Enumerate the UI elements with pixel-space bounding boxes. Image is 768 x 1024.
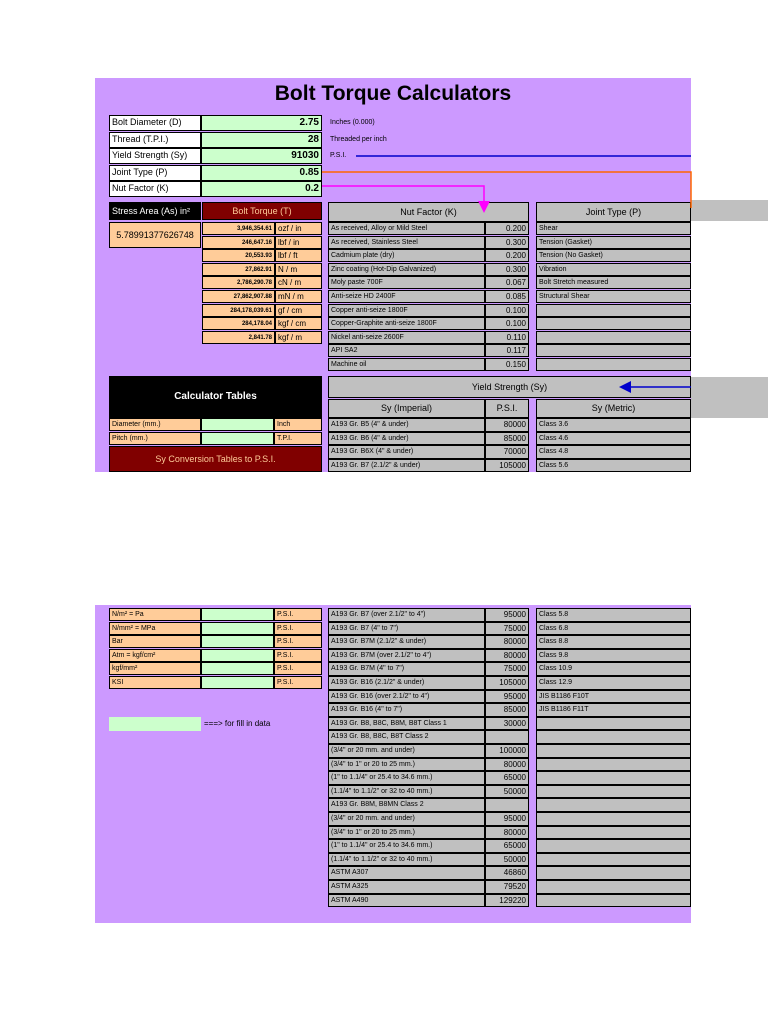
conversion-label: kgf/mm² [109,662,201,675]
sy-metric-name: Class 8.8 [536,635,691,649]
bolt-torque-header: Bolt Torque (T) [202,202,322,220]
conversion-label: Bar [109,635,201,648]
sy-imperial-name: A193 Gr. B6 (4" & under) [328,432,485,446]
sy-imperial-name: A193 Gr. B5 (4" & under) [328,418,485,432]
sy-imperial-name: A193 Gr. B8, B8C, B8T Class 2 [328,730,485,744]
joint-type-row: Shear [536,222,691,235]
joint-type-row: Tension (No Gasket) [536,249,691,262]
input-label: Yield Strength (Sy) [109,148,201,164]
input-unit-note: P.S.I. [330,152,347,159]
torque-unit: lbf / ft [275,249,322,262]
sy-imperial-name: A193 Gr. B8M, B8MN Class 2 [328,798,485,812]
input-value-field[interactable]: 0.2 [201,181,322,197]
conversion-unit: P.S.I. [274,649,322,662]
sy-psi-value: 75000 [485,662,529,676]
nut-factor-name: As received, Stainless Steel [328,236,485,249]
sy-psi-value: 30000 [485,717,529,731]
sy-metric-name: JIS B1186 F11T [536,703,691,717]
conversion-unit: P.S.I. [274,608,322,621]
sy-metric-name: Class 9.8 [536,649,691,663]
joint-type-line [322,172,691,208]
nut-factor-name: Copper-Graphite anti-seize 1800F [328,317,485,330]
sy-psi-value: 65000 [485,771,529,785]
nut-factor-value: 0.117 [485,344,529,357]
conversion-unit: P.S.I. [274,622,322,635]
sy-psi-value: 79520 [485,880,529,894]
sy-imperial-name: (1" to 1.1/4" or 25.4 to 34.6 mm.) [328,839,485,853]
sy-metric-name: Class 4.8 [536,445,691,459]
nut-factor-name: Moly paste 700F [328,276,485,289]
stress-area-value: 5.78991377626748 [109,222,201,248]
yield-strength-header: Yield Strength (Sy) [328,376,691,398]
joint-type-row: Vibration [536,263,691,276]
nut-factor-value: 0.085 [485,290,529,303]
sy-conversion-button[interactable]: Sy Conversion Tables to P.S.I. [109,446,322,472]
torque-unit: mN / m [275,290,322,303]
sy-psi-value: 105000 [485,459,529,473]
input-label: Nut Factor (K) [109,181,201,197]
sy-imperial-name: (3/4" to 1" or 20 to 25 mm.) [328,826,485,840]
nut-factor-name: API SA2 [328,344,485,357]
sy-psi-value: 85000 [485,432,529,446]
sy-metric-name: Class 12.9 [536,676,691,690]
nut-factor-name: Machine oil [328,358,485,371]
nut-factor-value: 0.200 [485,249,529,262]
sy-metric-name: JIS B1186 F10T [536,690,691,704]
sy-psi-value: 50000 [485,853,529,867]
sy-imperial-name: A193 Gr. B16 (over 2.1/2" to 4") [328,690,485,704]
sy-imperial-name: A193 Gr. B7 (2.1/2" & under) [328,459,485,473]
sy-metric-name: Class 4.6 [536,432,691,446]
joint-type-row: Structural Shear [536,290,691,303]
sy-psi-value: 85000 [485,703,529,717]
nut-factor-value: 0.100 [485,317,529,330]
nut-factor-line [322,186,484,210]
nut-factor-value: 0.300 [485,263,529,276]
sy-psi-value: 80000 [485,826,529,840]
input-unit-note: Inches (0.000) [330,119,375,126]
torque-value: 27,862,907.88 [202,290,275,303]
conversion-unit: P.S.I. [274,662,322,675]
torque-value: 284,178.04 [202,317,275,330]
sy-metric-name: Class 3.6 [536,418,691,432]
sy-imperial-name: A193 Gr. B6X (4" & under) [328,445,485,459]
sy-imperial-name: A193 Gr. B16 (2.1/2" & under) [328,676,485,690]
nut-factor-name: Anti-seize HD 2400F [328,290,485,303]
sy-imperial-name: ASTM A325 [328,880,485,894]
stress-area-header: Stress Area (As) in² [109,202,201,220]
sy-psi-value: 80000 [485,635,529,649]
nut-factor-name: As received, Alloy or Mild Steel [328,222,485,235]
sy-metric-header: Sy (Metric) [536,399,691,418]
torque-value: 2,841.78 [202,331,275,344]
sy-imperial-name: ASTM A307 [328,866,485,880]
nut-factor-value: 0.110 [485,331,529,344]
sy-imperial-name: ASTM A490 [328,894,485,908]
sy-metric-name: Class 5.6 [536,459,691,473]
calc-table-unit: T.P.I. [274,432,322,445]
torque-value: 284,178,039.61 [202,304,275,317]
nut-factor-value: 0.200 [485,222,529,235]
sy-imperial-header: Sy (Imperial) [328,399,485,418]
input-label: Thread (T.P.I.) [109,132,201,148]
sy-psi-value: 75000 [485,622,529,636]
joint-type-row: Tension (Gasket) [536,236,691,249]
sy-psi-value: 105000 [485,676,529,690]
page-title: Bolt Torque Calculators [274,82,512,105]
sy-psi-value: 65000 [485,839,529,853]
nut-factor-value: 0.300 [485,236,529,249]
input-value-field[interactable]: 2.75 [201,115,322,131]
conversion-label: Atm = kgf/cm² [109,649,201,662]
conversion-unit: P.S.I. [274,635,322,648]
sy-imperial-name: A193 Gr. B7 (4" to 7") [328,622,485,636]
sy-metric-name: Class 5.8 [536,608,691,622]
psi-header: P.S.I. [485,399,529,418]
sy-psi-value: 95000 [485,690,529,704]
sy-imperial-name: A193 Gr. B16 (4" to 7") [328,703,485,717]
sy-imperial-name: (3/4" to 1" or 20 to 25 mm.) [328,758,485,772]
joint-type-header: Joint Type (P) [536,202,691,222]
torque-unit: lbf / in [275,236,322,249]
input-label: Bolt Diameter (D) [109,115,201,131]
nut-factor-value: 0.150 [485,358,529,371]
sy-imperial-name: A193 Gr. B7M (2.1/2" & under) [328,635,485,649]
sy-imperial-name: A193 Gr. B7M (over 2.1/2" to 4") [328,649,485,663]
conversion-label: KSI [109,676,201,689]
sy-imperial-name: A193 Gr. B7M (4" to 7") [328,662,485,676]
nut-factor-name: Copper anti-seize 1800F [328,304,485,317]
input-value-field[interactable]: 0.85 [201,165,322,181]
torque-value: 20,553.93 [202,249,275,262]
torque-value: 246,647.16 [202,236,275,249]
sy-imperial-name: (3/4" or 20 mm. and under) [328,812,485,826]
sy-imperial-name: (1.1/4" to 1.1/2" or 32 to 40 mm.) [328,853,485,867]
calc-table-label: Pitch (mm.) [109,432,201,445]
nut-factor-name: Nickel anti-seize 2600F [328,331,485,344]
sy-psi-value: 95000 [485,608,529,622]
torque-value: 3,946,354.61 [202,222,275,235]
conversion-label: N/m² = Pa [109,608,201,621]
torque-unit: cN / m [275,276,322,289]
sy-metric-name: Class 6.8 [536,622,691,636]
conversion-label: N/mm² = MPa [109,622,201,635]
input-value-field[interactable]: 91030 [201,148,322,164]
sy-psi-value: 46860 [485,866,529,880]
sy-psi-value: 129220 [485,894,529,908]
sy-metric-name: Class 10.9 [536,662,691,676]
input-label: Joint Type (P) [109,165,201,181]
sy-psi-value: 70000 [485,445,529,459]
nut-factor-value: 0.100 [485,304,529,317]
sy-imperial-name: A193 Gr. B8, B8C, B8M, B8T Class 1 [328,717,485,731]
calc-table-unit: Inch [274,418,322,431]
sy-psi-value: 80000 [485,649,529,663]
input-unit-note: Threaded per inch [330,135,387,143]
torque-unit: kgf / m [275,331,322,344]
torque-unit: kgf / cm [275,317,322,330]
nut-factor-value: 0.067 [485,276,529,289]
joint-type-row: Bolt Stretch measured [536,276,691,289]
sy-imperial-name: (1" to 1.1/4" or 25.4 to 34.6 mm.) [328,771,485,785]
conversion-unit: P.S.I. [274,676,322,689]
fill-in-legend-text: ===> for fill in data [204,719,271,728]
sy-imperial-name: (3/4" or 20 mm. and under) [328,744,485,758]
sy-imperial-name: (1.1/4" to 1.1/2" or 32 to 40 mm.) [328,785,485,799]
input-value-field[interactable]: 28 [201,132,322,148]
sy-psi-value: 80000 [485,418,529,432]
calc-table-label: Diameter (mm.) [109,418,201,431]
sy-imperial-name: A193 Gr. B7 (over 2.1/2" to 4") [328,608,485,622]
torque-value: 27,862.91 [202,263,275,276]
sy-psi-value: 80000 [485,758,529,772]
torque-unit: N / m [275,263,322,276]
sy-psi-value: 95000 [485,812,529,826]
sy-psi-value: 50000 [485,785,529,799]
torque-value: 2,786,290.78 [202,276,275,289]
nut-factor-name: Cadmium plate (dry) [328,249,485,262]
sy-psi-value: 100000 [485,744,529,758]
torque-unit: gf / cm [275,304,322,317]
nut-factor-header: Nut Factor (K) [328,202,529,222]
torque-unit: ozf / in [275,222,322,235]
calculator-tables-header: Calculator Tables [109,376,322,418]
nut-factor-name: Zinc coating (Hot-Dip Galvanized) [328,263,485,276]
